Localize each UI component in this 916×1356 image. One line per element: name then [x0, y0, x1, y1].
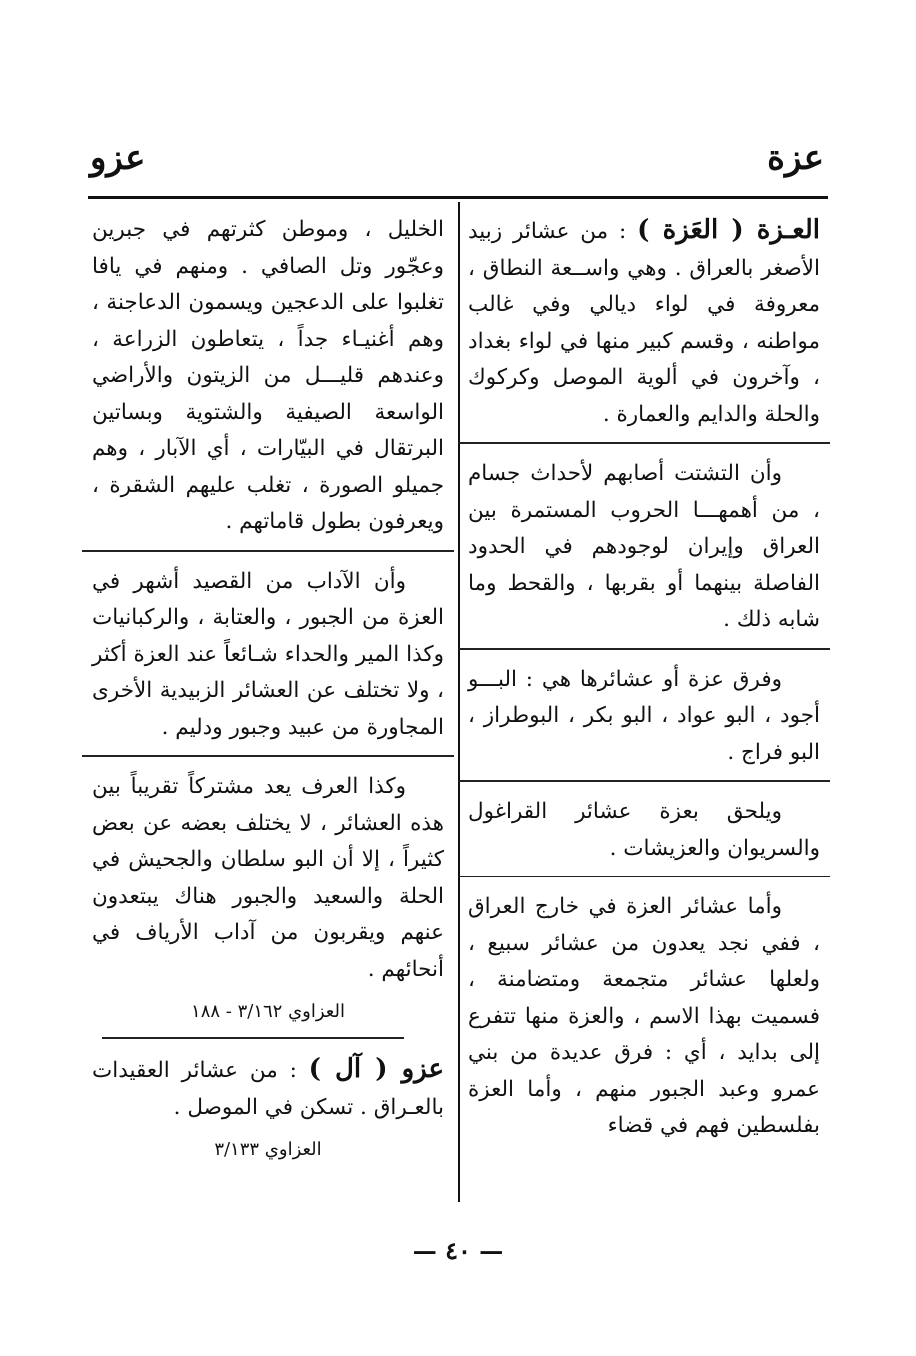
paragraph-rule	[458, 442, 830, 444]
paragraph-rule	[82, 755, 454, 757]
header-right-word: عزة	[767, 138, 824, 178]
entry-term-azza: العـزة ( العَزة )	[637, 215, 820, 245]
paragraph-rule	[82, 550, 454, 552]
source-citation: العزاوي ٣/١٦٢ - ١٨٨	[191, 1001, 345, 1022]
left-column	[92, 212, 444, 1175]
entry-intro-azza: : من عشائر زبيد الأصغر بالعراق . وهي واســعة النطاق ، معروفة في لواء ديالي وفي غالب مواطنه ، وقسم كبير منها في لواء بغداد ، وآخرون في ألوية الموصل وكركوك والحلة والدايم والعمارة .	[468, 219, 820, 427]
paragraph-rule	[102, 1037, 404, 1039]
right-column	[468, 212, 820, 1154]
paragraph-rule	[458, 780, 830, 782]
entry-term-azzo: عزو ( آل )	[308, 1054, 444, 1084]
paragraph: وأن الآداب من القصيد أشهر في العزة من الجبور ، والعتابة ، والركبانيات وكذا المير والحداء شـائعاً عند العزة أكثر ، ولا تختلف عن العشائر الزبيدية الأخرى المجاورة من عبيد وجبور ودليم .	[92, 568, 444, 740]
entry-azzo	[92, 1051, 444, 1126]
entry-text-azzo: : من عشائر العقيدات بالعـراق . تسكن في الموصل .	[92, 1058, 444, 1120]
page-number: — ٤٠ —	[412, 1236, 504, 1265]
paragraph-rule	[458, 648, 830, 650]
paragraph-rule	[458, 876, 830, 877]
source-citation: العزاوي ٣/١٣٣	[214, 1139, 322, 1160]
entry-azza	[468, 212, 820, 433]
header-rule	[88, 196, 828, 199]
paragraph: الخليل ، وموطن كثرتهم في جبرين وعجّور وتل الصافي . ومنهم في يافا تغلبوا على الدعجين ويسمون الدعاجنة ، وهم أغنيـاء جداً ، يتعاطون الزراعة ، وعندهم قليـــل من الزيتون والأراضي الواسعة الصيفية والشتوية وبساتين البرتقال في البيّارات ، أي الآبار ، وهم جميلو الصورة ، تغلب عليهم الشقرة ، ويعرفون بطول قاماتهم .	[92, 217, 444, 534]
paragraph: وأن التشتت أصابهم لأحداث جسام ، من أهمهـــا الحروب المستمرة بين العراق وإيران لوجودهم في الحدود الفاصلة بينهما أو بقربها ، والقحط وما شابه ذلك .	[468, 461, 820, 632]
paragraph: ويلحق بعزة عشائر القراغول والسريوان والعزيشات .	[468, 799, 820, 861]
paragraph: وأما عشائر العزة في خارج العراق ، ففي نجد يعدون من عشائر سبيع ، ولعلها عشائر متجمعة ومتضامنة ، فسميت بهذا الاسم ، والعزة منها تتفرع إلى بدايد ، أي : فرق عديدة من بني عمرو وعبد الجبور منهم ، وأما العزة بفلسطين فهم في قضاء	[468, 894, 820, 1138]
paragraph: وفرق عزة أو عشائرها هي : البـــو أجود ، البو عواد ، البو بكر ، البوطراز ، البو فراج .	[468, 666, 820, 765]
header-left-word: عزو	[90, 138, 146, 178]
column-divider	[458, 202, 460, 1202]
paragraph: وكذا العرف يعد مشتركاً تقريباً بين هذه العشائر ، لا يختلف بعضه عن بعض كثيراً ، إلا أن البو سلطان والجحيش في الحلة والسعيد والجبور هناك يبتعدون عنهم ويقربون من آداب الأرياف في أنحائهم .	[92, 774, 444, 982]
